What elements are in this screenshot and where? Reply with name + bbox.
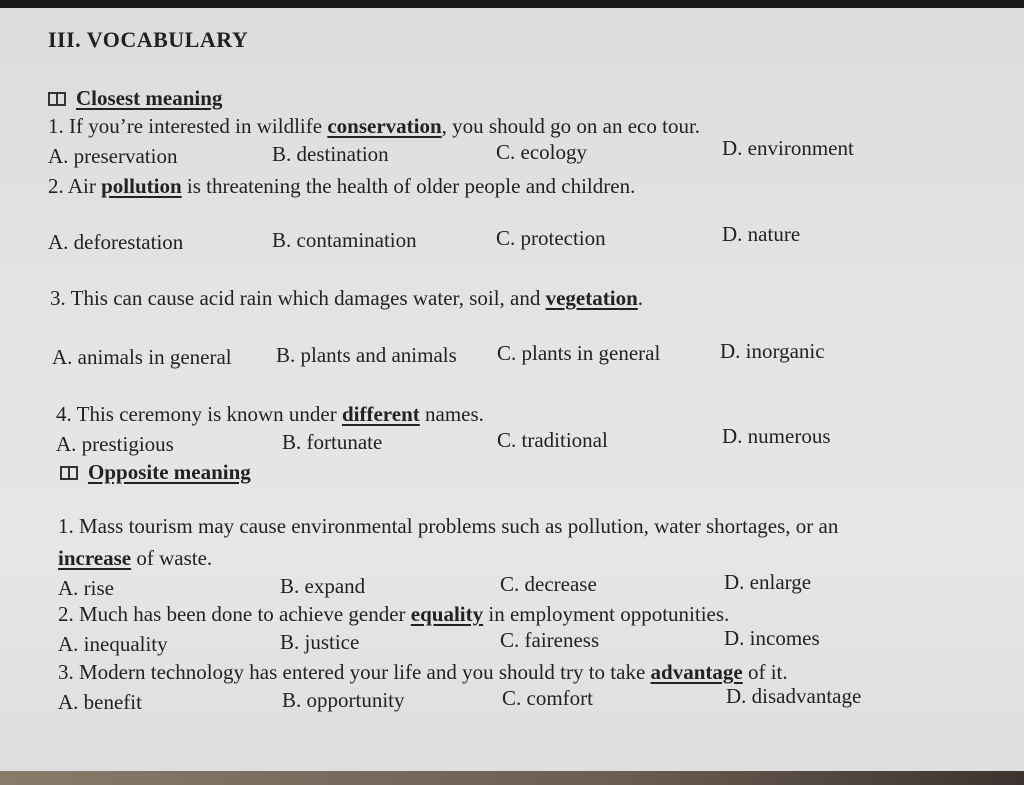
- section-opposite-meaning: [60, 460, 251, 484]
- option-b[interactable]: B. plants and animals: [276, 343, 457, 367]
- option-d[interactable]: D. nature: [722, 222, 801, 246]
- option-a[interactable]: A. prestigious: [56, 432, 174, 456]
- keyword: increase: [58, 546, 132, 570]
- question-text: names.: [419, 402, 484, 426]
- question-2: [58, 602, 729, 626]
- option-a[interactable]: A. preservation: [48, 144, 178, 168]
- question-text: of it.: [742, 660, 788, 684]
- worksheet-page: [0, 8, 1024, 785]
- option-a[interactable]: A. inequality: [58, 632, 168, 656]
- option-c[interactable]: C. plants in general: [497, 341, 661, 365]
- question-3: [50, 286, 643, 310]
- option-a[interactable]: A. animals in general: [52, 345, 232, 369]
- question-text: of waste.: [131, 546, 213, 570]
- question-1: 1. Mass tourism may cause environmental problems such as pollution, water shortages, or an: [58, 514, 839, 538]
- keyword: different: [341, 402, 420, 426]
- question-text: 3. Modern technology has entered your life and you should try to take: [58, 660, 651, 684]
- question-text: 4. This ceremony is known under: [56, 402, 342, 426]
- option-c[interactable]: C. traditional: [497, 428, 608, 452]
- question-text: , you should go on an eco tour.: [441, 114, 701, 138]
- book-icon: [60, 466, 78, 480]
- option-a[interactable]: A. rise: [58, 576, 114, 600]
- table-edge: [0, 771, 1024, 785]
- section-closest-meaning: [48, 86, 222, 110]
- book-icon: [48, 92, 66, 106]
- option-d[interactable]: D. inorganic: [720, 339, 825, 363]
- option-d[interactable]: D. incomes: [724, 626, 820, 650]
- question-text: 1. If you’re interested in wildlife: [48, 114, 328, 138]
- question-3: [58, 660, 788, 684]
- option-d[interactable]: D. numerous: [722, 424, 831, 448]
- question-text: 2. Air: [48, 174, 102, 198]
- option-b[interactable]: B. fortunate: [282, 430, 383, 454]
- option-c[interactable]: C. ecology: [496, 140, 587, 164]
- option-b[interactable]: B. opportunity: [282, 688, 405, 712]
- question-text: 2. Much has been done to achieve gender: [58, 602, 411, 626]
- option-d[interactable]: D. enlarge: [724, 570, 812, 594]
- keyword: equality: [410, 602, 484, 626]
- option-b[interactable]: B. contamination: [272, 228, 417, 252]
- option-b[interactable]: B. destination: [272, 142, 389, 166]
- option-d[interactable]: D. environment: [722, 136, 854, 160]
- question-text: 3. This can cause acid rain which damages water, soil, and: [50, 286, 546, 310]
- keyword: pollution: [101, 174, 182, 198]
- question-1: [48, 114, 700, 138]
- section-title: Closest meaning: [76, 86, 223, 110]
- keyword: vegetation: [545, 286, 638, 310]
- question-text: in employment oppotunities.: [483, 602, 730, 626]
- option-a[interactable]: A. benefit: [58, 690, 142, 714]
- option-d[interactable]: D. disadvantage: [726, 684, 862, 708]
- section-title: Opposite meaning: [88, 460, 251, 484]
- question-2: [48, 174, 635, 198]
- option-b[interactable]: B. expand: [280, 574, 366, 598]
- option-c[interactable]: C. faireness: [500, 628, 600, 652]
- keyword: advantage: [650, 660, 743, 684]
- question-1-continued: [58, 546, 212, 570]
- option-c[interactable]: C. decrease: [500, 572, 597, 596]
- option-b[interactable]: B. justice: [280, 630, 360, 654]
- keyword: conservation: [327, 114, 442, 138]
- question-4: [56, 402, 484, 426]
- question-text: is threatening the health of older people and children.: [181, 174, 636, 198]
- page-title: III. VOCABULARY: [48, 27, 249, 52]
- question-text: .: [637, 286, 644, 310]
- option-a[interactable]: A. deforestation: [48, 230, 184, 254]
- option-c[interactable]: C. comfort: [502, 686, 593, 710]
- option-c[interactable]: C. protection: [496, 226, 606, 250]
